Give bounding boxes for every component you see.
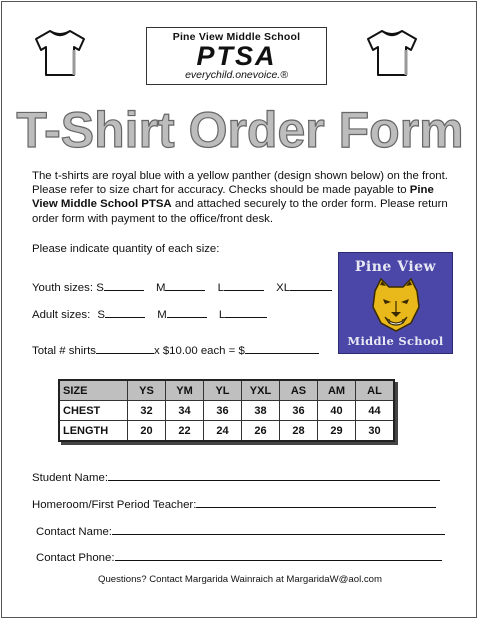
size-chart-header-row bbox=[59, 380, 394, 401]
ptsa-logo bbox=[146, 27, 327, 85]
student-name-input[interactable] bbox=[108, 469, 440, 481]
size-chart-header: YM bbox=[166, 380, 204, 401]
table-cell: 26 bbox=[242, 421, 280, 442]
table-cell: 44 bbox=[356, 401, 395, 421]
contact-phone-label: Contact Phone: bbox=[36, 552, 115, 564]
table-cell: 40 bbox=[318, 401, 356, 421]
youth-size-s-label: S bbox=[96, 282, 104, 294]
total-amount-input[interactable] bbox=[245, 342, 319, 354]
teacher-input[interactable] bbox=[196, 496, 436, 508]
youth-size-xl-label: XL bbox=[276, 282, 291, 294]
logo-school-name: Pine View Middle School bbox=[172, 31, 301, 43]
table-cell: 28 bbox=[280, 421, 318, 442]
page-title-text: T-Shirt Order Form bbox=[16, 102, 464, 158]
table-cell: 24 bbox=[204, 421, 242, 442]
table-cell: 22 bbox=[166, 421, 204, 442]
panther-icon bbox=[367, 277, 425, 333]
footer-contact: Questions? Contact Margarida Wainraich at MargaridaW@aol.com bbox=[98, 574, 382, 585]
youth-xl-input[interactable] bbox=[290, 279, 332, 291]
intro-text-2: and attached securely to the order form. Please return order form with payment to the office/front desk. bbox=[32, 198, 448, 225]
size-chart-header: AL bbox=[356, 380, 395, 401]
size-chart-header: AS bbox=[280, 380, 318, 401]
size-chart-header: YL bbox=[204, 380, 242, 401]
table-cell: 36 bbox=[204, 401, 242, 421]
intro-payee: Pine View Middle School PTSA bbox=[32, 184, 434, 211]
youth-size-l-label: L bbox=[217, 282, 224, 294]
total-label: Total # shirts bbox=[32, 345, 96, 357]
total-price-label: x $10.00 each = $ bbox=[153, 345, 245, 357]
adult-size-l-label: L bbox=[218, 309, 226, 321]
quantity-prompt: Please indicate quantity of each size: bbox=[32, 243, 220, 255]
panther-mascot-image bbox=[338, 252, 453, 354]
tshirt-icon bbox=[364, 28, 420, 78]
table-cell: 36 bbox=[280, 401, 318, 421]
size-chart-header: YS bbox=[128, 380, 166, 401]
mascot-bottom-text: Middle School bbox=[347, 334, 444, 348]
size-chart-header: AM bbox=[318, 380, 356, 401]
size-chart-header: SIZE bbox=[59, 380, 128, 401]
contact-name-label: Contact Name: bbox=[36, 526, 112, 538]
youth-s-input[interactable] bbox=[104, 279, 144, 291]
adult-size-m-label: M bbox=[157, 309, 167, 321]
table-row bbox=[59, 421, 394, 442]
logo-ptsa: PTSA bbox=[196, 41, 277, 71]
total-row bbox=[32, 342, 319, 357]
youth-sizes-row bbox=[32, 279, 332, 294]
adult-sizes-label: Adult sizes: bbox=[32, 309, 91, 321]
row-label-length: LENGTH bbox=[59, 421, 128, 442]
table-cell: 34 bbox=[166, 401, 204, 421]
youth-m-input[interactable] bbox=[165, 279, 205, 291]
adult-l-input[interactable] bbox=[225, 306, 267, 318]
tshirt-icon bbox=[32, 28, 88, 78]
table-cell: 38 bbox=[242, 401, 280, 421]
adult-m-input[interactable] bbox=[167, 306, 207, 318]
intro-text-1: The t-shirts are royal blue with a yellow panther (design shown below) on the front. Please refer to size chart for accuracy. Checks should be made payable to bbox=[32, 170, 448, 197]
teacher-row bbox=[32, 496, 436, 511]
intro-paragraph bbox=[32, 169, 452, 226]
youth-size-m-label: M bbox=[155, 282, 166, 294]
adult-s-input[interactable] bbox=[105, 306, 145, 318]
youth-sizes-label: Youth sizes: bbox=[32, 282, 94, 294]
table-cell: 29 bbox=[318, 421, 356, 442]
table-cell: 30 bbox=[356, 421, 395, 442]
mascot-top-text: Pine View bbox=[354, 259, 437, 275]
adult-size-s-label: S bbox=[97, 309, 106, 321]
contact-name-row bbox=[36, 523, 445, 538]
total-shirts-input[interactable] bbox=[96, 342, 154, 354]
contact-name-input[interactable] bbox=[112, 523, 445, 535]
student-name-label: Student Name: bbox=[32, 472, 108, 484]
page-title bbox=[0, 100, 480, 160]
adult-sizes-row bbox=[32, 306, 267, 321]
student-name-row bbox=[32, 469, 440, 484]
contact-phone-row bbox=[36, 549, 442, 564]
size-chart-table bbox=[58, 379, 395, 442]
size-chart-header: YXL bbox=[242, 380, 280, 401]
table-cell: 32 bbox=[128, 401, 166, 421]
table-cell: 20 bbox=[128, 421, 166, 442]
table-row bbox=[59, 401, 394, 421]
logo-slogan: everychild.onevoice.® bbox=[185, 69, 288, 81]
youth-l-input[interactable] bbox=[224, 279, 264, 291]
teacher-label: Homeroom/First Period Teacher: bbox=[32, 499, 197, 511]
contact-phone-input[interactable] bbox=[115, 549, 442, 561]
row-label-chest: CHEST bbox=[59, 401, 128, 421]
